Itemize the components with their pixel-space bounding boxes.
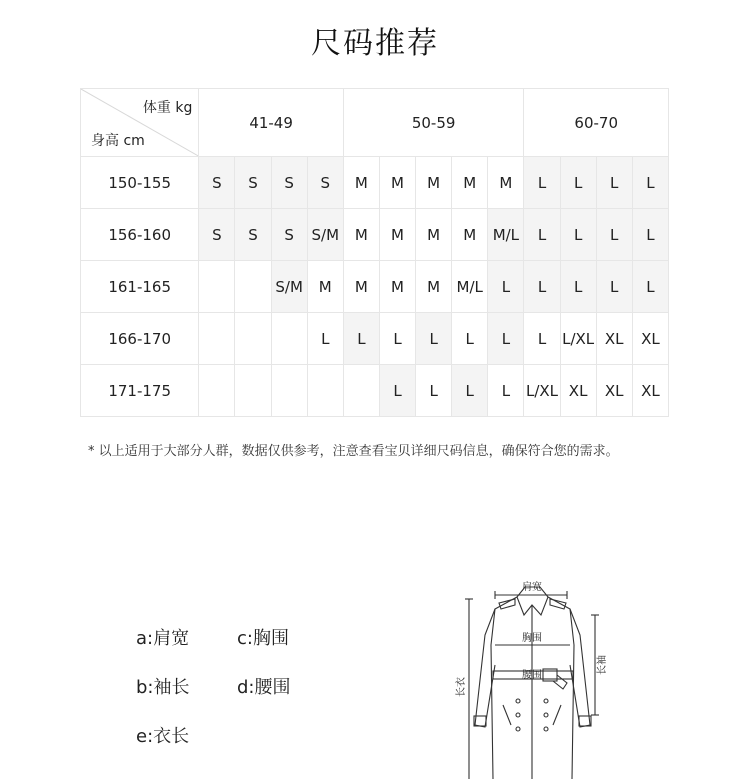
- size-cell: M/L: [452, 261, 488, 313]
- size-cell: L: [596, 261, 632, 313]
- size-cell: S/M: [271, 261, 307, 313]
- size-cell: M: [452, 209, 488, 261]
- weight-axis-label: 体重 kg: [142, 100, 193, 116]
- table-row: [81, 313, 669, 365]
- figure-waist-label: 腰围: [522, 670, 542, 681]
- height-axis-label: 身高 cm: [91, 133, 145, 149]
- size-cell: L: [560, 209, 596, 261]
- size-cell: S: [235, 209, 271, 261]
- size-cell: XL: [596, 365, 632, 417]
- height-range-label: 171-175: [81, 365, 199, 417]
- size-cell: L/XL: [524, 365, 560, 417]
- size-cell: L: [452, 365, 488, 417]
- size-cell: M: [307, 261, 343, 313]
- size-cell: L: [524, 261, 560, 313]
- height-range-label: 161-165: [81, 261, 199, 313]
- table-header-row: [81, 89, 669, 157]
- size-cell: XL: [560, 365, 596, 417]
- size-cell: L: [452, 313, 488, 365]
- size-cell: M: [416, 261, 452, 313]
- size-cell: L: [560, 157, 596, 209]
- height-range-label: 156-160: [81, 209, 199, 261]
- size-cell: M: [416, 209, 452, 261]
- size-cell: [199, 365, 235, 417]
- size-cell: L: [632, 157, 668, 209]
- size-cell: S: [271, 209, 307, 261]
- size-cell: L: [488, 261, 524, 313]
- size-cell: L: [416, 365, 452, 417]
- size-cell: L: [488, 313, 524, 365]
- size-cell: S: [199, 157, 235, 209]
- size-cell: L: [379, 313, 415, 365]
- size-cell: [199, 313, 235, 365]
- weight-group-header: 60-70: [524, 89, 669, 157]
- size-cell: L: [524, 157, 560, 209]
- size-chart-table: [80, 88, 669, 417]
- size-cell: L: [524, 313, 560, 365]
- size-cell: [271, 313, 307, 365]
- table-corner-cell: [81, 89, 199, 157]
- figure-length-label: 长衣: [456, 677, 467, 697]
- table-row: [81, 365, 669, 417]
- table-row: [81, 261, 669, 313]
- size-cell: [235, 365, 271, 417]
- size-cell: [307, 365, 343, 417]
- size-cell: XL: [596, 313, 632, 365]
- size-cell: S: [307, 157, 343, 209]
- coat-measurement-diagram: [455, 575, 610, 779]
- size-cell: M: [343, 157, 379, 209]
- size-cell: [271, 365, 307, 417]
- size-cell: M: [416, 157, 452, 209]
- size-cell: L/XL: [560, 313, 596, 365]
- size-cell: S/M: [307, 209, 343, 261]
- size-cell: M: [452, 157, 488, 209]
- weight-group-header: 41-49: [199, 89, 343, 157]
- table-row: [81, 157, 669, 209]
- legend-waist: d:腰围: [237, 677, 291, 698]
- size-cell: M: [343, 209, 379, 261]
- size-cell: L: [632, 261, 668, 313]
- disclaimer-note: * 以上适用于大部分人群，数据仅供参考，注意查看宝贝详细尺码信息，确保符合您的需求。: [88, 444, 619, 459]
- size-cell: L: [343, 313, 379, 365]
- size-cell: L: [524, 209, 560, 261]
- size-cell: L: [488, 365, 524, 417]
- size-cell: [235, 261, 271, 313]
- size-cell: S: [271, 157, 307, 209]
- size-cell: S: [235, 157, 271, 209]
- figure-sleeve-label: 长袖: [597, 655, 608, 675]
- size-cell: M: [379, 261, 415, 313]
- size-cell: [343, 365, 379, 417]
- legend-shoulder: a:肩宽: [136, 628, 190, 649]
- size-cell: L: [632, 209, 668, 261]
- size-cell: M: [488, 157, 524, 209]
- legend-chest: c:胸围: [237, 628, 289, 649]
- size-cell: L: [596, 157, 632, 209]
- size-cell: L: [307, 313, 343, 365]
- size-cell: L: [560, 261, 596, 313]
- table-row: [81, 209, 669, 261]
- page-title: 尺码推荐: [311, 26, 439, 61]
- legend-length: e:衣长: [136, 726, 190, 747]
- size-cell: XL: [632, 365, 668, 417]
- size-cell: M/L: [488, 209, 524, 261]
- figure-shoulder-label: 肩宽: [522, 582, 542, 593]
- size-cell: [199, 261, 235, 313]
- height-range-label: 166-170: [81, 313, 199, 365]
- size-cell: L: [379, 365, 415, 417]
- weight-group-header: 50-59: [343, 89, 524, 157]
- size-cell: XL: [632, 313, 668, 365]
- legend-sleeve: b:袖长: [136, 677, 190, 698]
- size-cell: L: [416, 313, 452, 365]
- size-cell: M: [379, 157, 415, 209]
- height-range-label: 150-155: [81, 157, 199, 209]
- size-cell: M: [379, 209, 415, 261]
- size-cell: L: [596, 209, 632, 261]
- size-cell: S: [199, 209, 235, 261]
- size-cell: M: [343, 261, 379, 313]
- figure-chest-label: 胸围: [522, 633, 542, 644]
- size-cell: [235, 313, 271, 365]
